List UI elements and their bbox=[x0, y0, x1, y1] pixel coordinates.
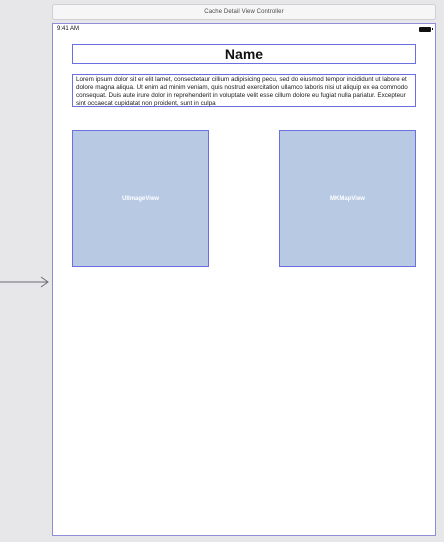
view-controller-canvas[interactable] bbox=[52, 23, 436, 536]
scene-title-bar[interactable] bbox=[52, 4, 436, 20]
scene-title: Cache Detail View Controller bbox=[204, 9, 284, 15]
image-view-label: UIImageView bbox=[122, 195, 159, 202]
map-view-label: MKMapView bbox=[330, 195, 365, 202]
description-text: Lorem ipsum dolor sit er elit lamet, consectetaur cillium adipisicing pecu, sed do eiusmod tempor incididunt ut labore et dolore magna aliqua. Ut enim ad minim veniam, quis nostrud exercitation ullamco laboris nisi ut aliquip ex ea commodo consequat. Duis aute irure dolor in reprehenderit in voluptate velit esse cillum dolore eu fugiat nulla pariatur. Excepteur sint occaecat cupidatat non proident, sunt in culpa bbox=[76, 76, 408, 107]
name-label-text: Name bbox=[224, 46, 264, 62]
map-view[interactable] bbox=[279, 130, 416, 267]
status-bar bbox=[53, 24, 435, 34]
battery-icon bbox=[419, 27, 431, 32]
status-time: 9:41 AM bbox=[57, 26, 80, 32]
description-text-view[interactable] bbox=[72, 74, 416, 107]
name-label[interactable] bbox=[72, 44, 416, 64]
entry-point-arrow-icon[interactable] bbox=[0, 276, 52, 288]
image-view[interactable] bbox=[72, 130, 209, 267]
